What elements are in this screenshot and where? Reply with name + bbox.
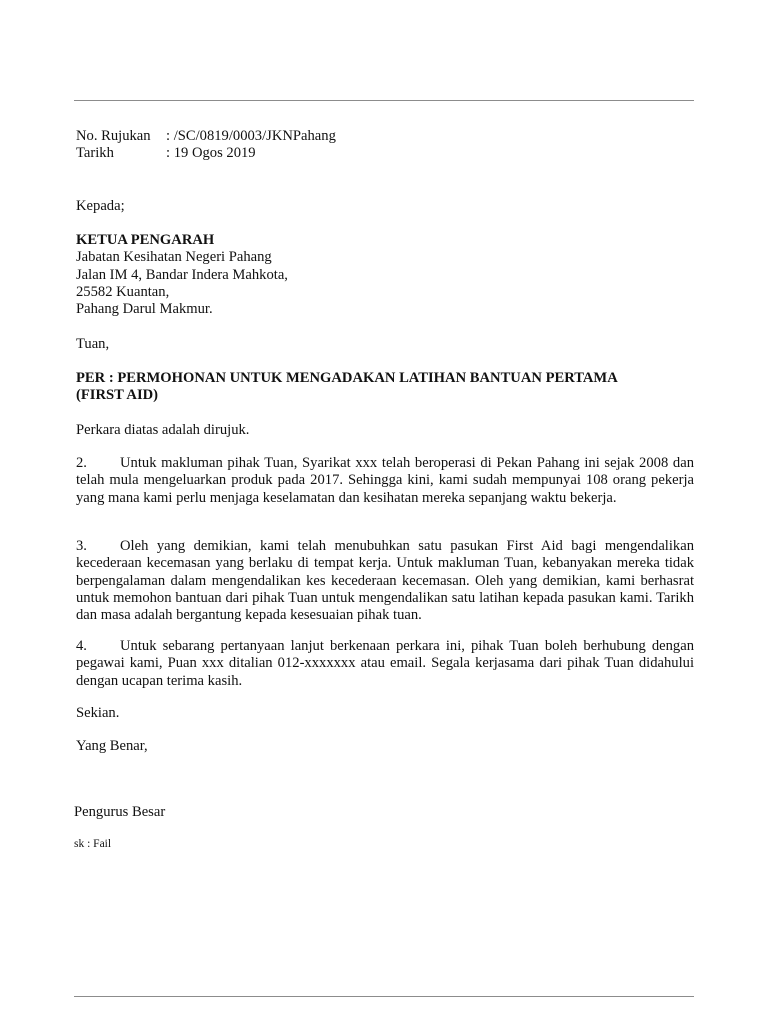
salutation: Tuan, [76,336,110,352]
date-row [76,145,694,162]
recipient-address [76,232,694,318]
paragraph-2 [76,455,694,507]
signatory: Pengurus Besar [74,804,166,820]
paragraph-number: 3. [76,538,87,554]
signoff: Yang Benar, [76,738,148,754]
paragraph-text: Oleh yang demikian, kami telah menubuhkan satu pasukan First Aid bagi mengendalikan kecederaan kecemasan yang berlaku di tempat kerja. Untuk makluman Tuan, kebanyakan mereka tidak berpengalaman dalam mengendalikan kes kecederaan kecemasan. Oleh yang demikian, kami berhasrat untuk memohon bantuan dari pihak Tuan untuk mengendalikan satu latihan kepada pasukan kami. Tarikh dan masa adalah bergantung kepada kesesuaian pihak tuan. [76,538,694,624]
recipient-line-1: Jabatan Kesihatan Negeri Pahang [76,249,272,266]
reference-block [76,128,694,163]
recipient-title: KETUA PENGARAH [76,232,215,248]
date-label: Tarikh [76,145,114,162]
recipient-line-2: Jalan IM 4, Bandar Indera Mahkota, [76,266,288,283]
intro-text: Perkara diatas adalah dirujuk. [76,422,250,438]
subject-line-2: (FIRST AID) [76,387,159,404]
closing: Sekian. [76,705,120,721]
reference-number-value: : /SC/0819/0003/JKNPahang [166,128,336,144]
cc-note: sk : Fail [74,838,112,850]
top-divider [74,100,694,101]
recipient-line-3: 25582 Kuantan, [76,283,170,300]
subject-line-1: PER : PERMOHONAN UNTUK MENGADAKAN LATIHAN BANTUAN PERTAMA [76,370,618,386]
bottom-divider [74,996,694,997]
paragraph-number: 4. [76,638,87,654]
paragraph-4 [76,638,694,690]
paragraph-3 [76,538,694,624]
subject [76,370,694,405]
to-label: Kepada; [76,198,125,214]
reference-number-label: No. Rujukan [76,128,151,144]
date-value: : 19 Ogos 2019 [166,145,256,162]
paragraph-text: Untuk sebarang pertanyaan lanjut berkenaan perkara ini, pihak Tuan boleh berhubung dengan pegawai kami, Puan xxx ditalian 012-xxxxxxx atau email. Segala kerjasama dari pihak Tuan didahului dengan ucapan terima kasih. [76,638,694,689]
paragraph-text: Untuk makluman pihak Tuan, Syarikat xxx telah beroperasi di Pekan Pahang ini sejak 2008 dan telah mula mengeluarkan produk pada 2017. Sehingga kini, kami sudah mempunyai 108 orang pekerja yang mana kami perlu menjaga keselamatan dan kesihatan mereka sepanjang waktu bekerja. [76,455,694,506]
recipient-line-4: Pahang Darul Makmur. [76,301,213,318]
paragraph-number: 2. [76,455,87,471]
reference-number-row [76,128,694,145]
